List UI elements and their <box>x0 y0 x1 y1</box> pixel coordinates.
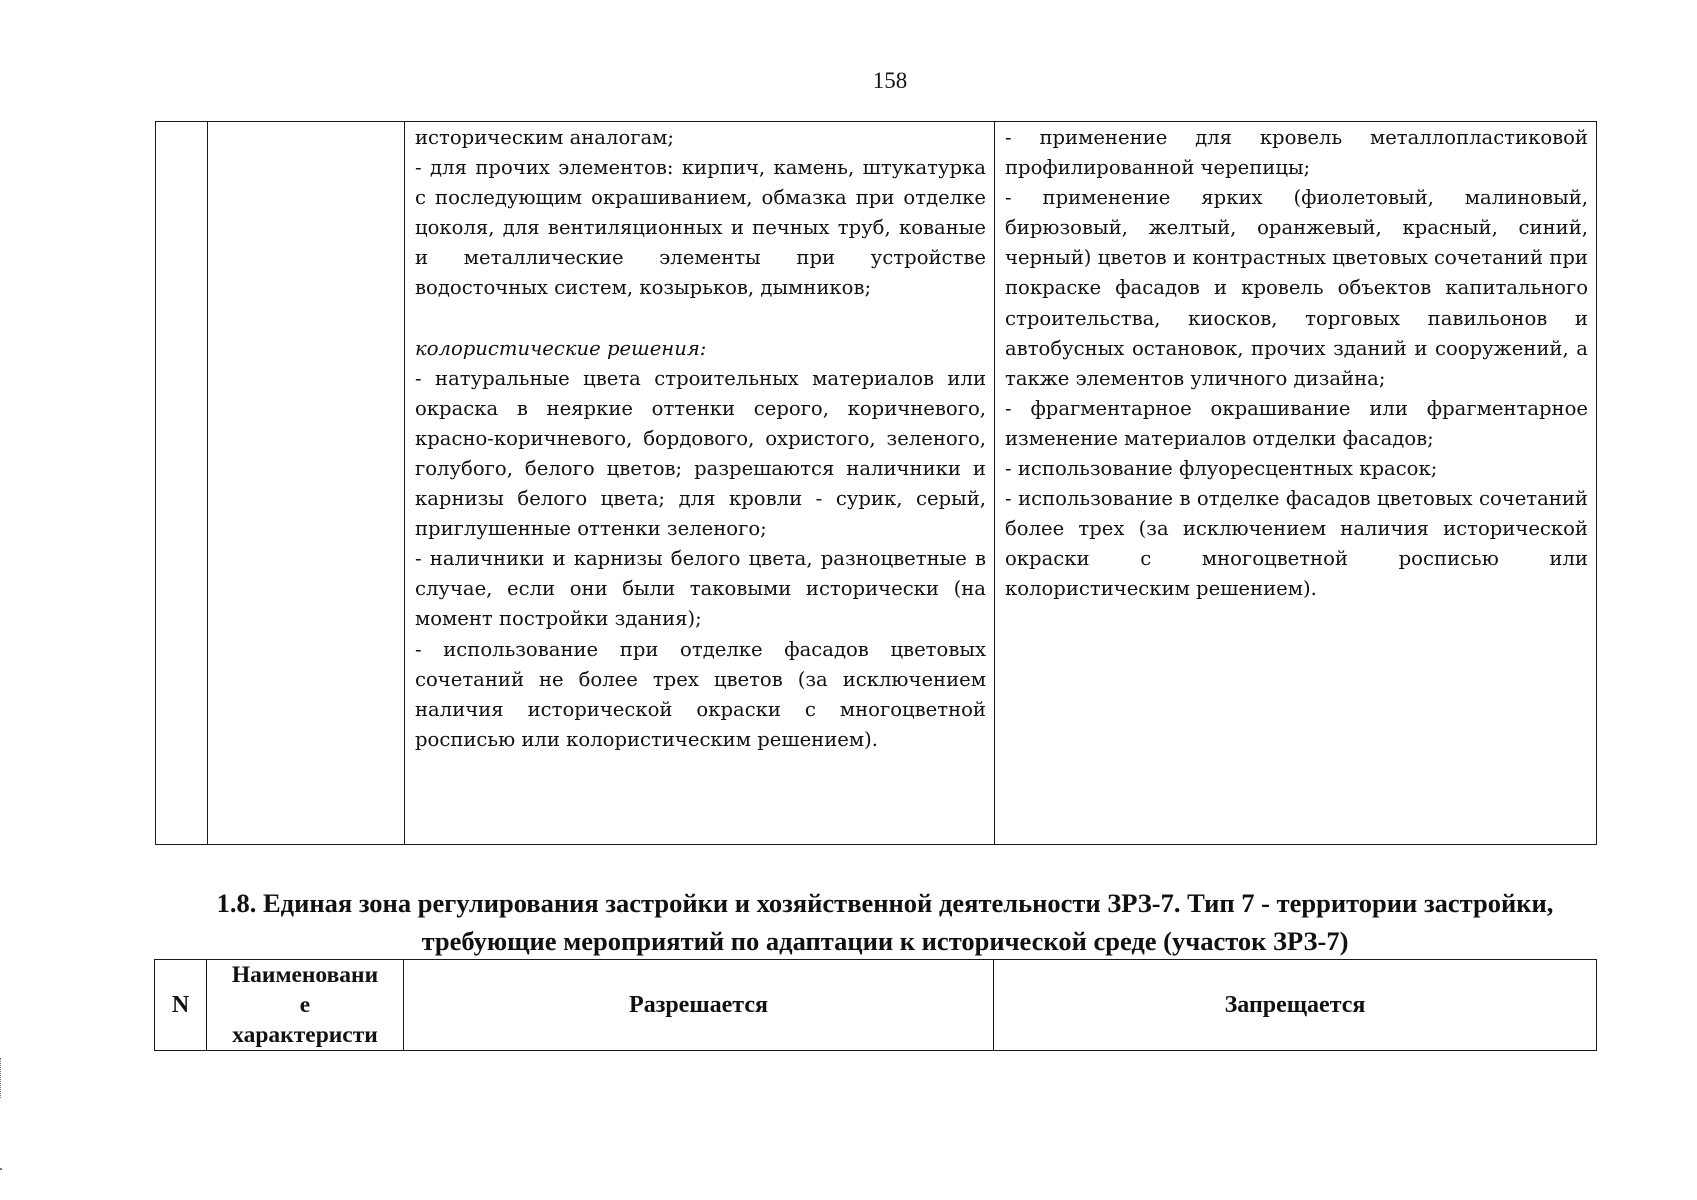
allowed-paragraph: историческим аналогам; <box>415 126 675 149</box>
header-number: N <box>155 960 207 1051</box>
page-number: 158 <box>872 68 908 93</box>
allowed-text <box>405 122 994 755</box>
scan-edge-dot <box>0 1168 2 1170</box>
header-characteristic-name <box>207 960 404 1051</box>
allowed-paragraph: - использование при отделке фасадов цветовых сочетаний не более трех цветов (за исключением наличия исторической окраски с многоцветной росписью или колористическим решением). <box>415 637 986 751</box>
forbidden-text <box>995 122 1596 605</box>
number-cell <box>156 122 208 845</box>
paragraph-gap <box>415 304 986 334</box>
allowed-paragraph: - для прочих элементов: кирпич, камень, штукатурка с последующим окрашиванием, обмазка при отделке цоколя, для вентиляционных и печных труб, кованые и металлические элементы при устройстве водосточных систем, козырьков, дымников; <box>415 156 986 300</box>
table-row <box>156 122 1597 845</box>
section-heading-line2: требующие мероприятий по адаптации к исторической среде (участок ЗРЗ-7) <box>421 926 1349 956</box>
forbidden-cell <box>995 122 1597 845</box>
allowed-cell <box>405 122 995 845</box>
allowed-paragraph: - натуральные цвета строительных материалов или окраска в неяркие оттенки серого, коричневого, красно-коричневого, бордового, охристого, зеленого, голубого, белого цветов; разрешаются наличники и карнизы белого цвета; для кровли - сурик, серый, приглушенные оттенки зеленого; <box>415 366 986 541</box>
allowed-subheading: колористические решения: <box>415 336 707 360</box>
header-name-line2: е <box>299 992 311 1018</box>
header-row <box>155 960 1597 1051</box>
continued-requirements-table <box>155 121 1597 845</box>
forbidden-paragraph: - использование флуоресцентных красок; <box>1005 457 1438 481</box>
header-name-line3: характеристи <box>232 1022 378 1048</box>
header-forbidden: Запрещается <box>994 960 1597 1051</box>
scan-edge-marks <box>0 1058 3 1098</box>
header-name-line1: Наименовани <box>231 962 379 988</box>
forbidden-paragraph: - применение ярких (фиолетовый, малиновый, бирюзовый, желтый, оранжевый, красный, синий, черный) цветов и контрастных цветовых сочетаний при покраске фасадов и кровель объектов капитального строительства, киосков, торговых павильонов и автобусных остановок, прочих зданий и сооружений, а также элементов уличного дизайна; <box>1005 186 1588 390</box>
section-heading-line1: 1.8. Единая зона регулирования застройки и хозяйственной деятельности ЗРЗ-7. Тип 7 - территории застройки, <box>216 888 1554 918</box>
forbidden-paragraph: - использование в отделке фасадов цветовых сочетаний более трех (за исключением наличия исторической окраски с многоцветной росписью или колористическим решением). <box>1005 487 1588 601</box>
characteristic-name-cell <box>208 122 405 845</box>
section-heading <box>160 884 1610 960</box>
forbidden-paragraph: - фрагментарное окрашивание или фрагментарное изменение материалов отделки фасадов; <box>1005 396 1588 450</box>
zone-requirements-header-table <box>154 959 1597 1051</box>
forbidden-paragraph: - применение для кровель металлопластиковой профилированной черепицы; <box>1005 126 1588 180</box>
header-allowed: Разрешается <box>404 960 994 1051</box>
allowed-paragraph: - наличники и карнизы белого цвета, разноцветные в случае, если они были таковыми исторически (на момент постройки здания); <box>415 547 986 631</box>
